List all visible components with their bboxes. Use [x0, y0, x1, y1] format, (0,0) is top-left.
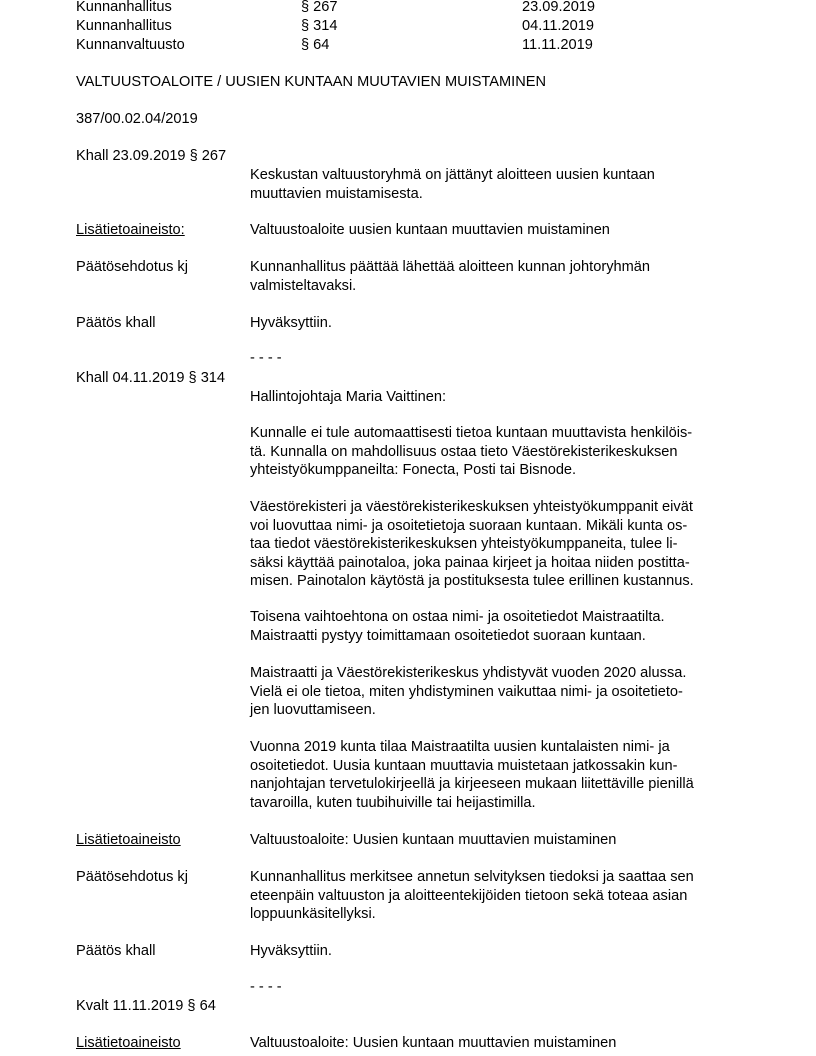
- text-line: taa tiedot väestörekisterikeskuksen yhteistyökumppaneita, tulee li-: [250, 536, 678, 552]
- text-line: osoitetiedot. Uusia kuntaan muuttavia muistetaan jatkossakin kun-: [250, 757, 678, 774]
- header-row-section: § 64: [301, 37, 330, 53]
- paragraph: [250, 664, 750, 720]
- header-row-date: 11.11.2019: [522, 37, 593, 53]
- header-row-date: 23.09.2019: [522, 0, 596, 15]
- text-line: valmisteltavaksi.: [250, 277, 357, 294]
- text-line: Maistraatti ja Väestörekisterikeskus yhdistyvät vuoden 2020 alussa.: [250, 665, 687, 681]
- attachment-label: Lisätietoaineisto: [76, 832, 181, 848]
- paragraph: [250, 738, 750, 812]
- proposal-paragraph: [250, 258, 750, 295]
- proposal-label: Päätösehdotus kj: [76, 259, 188, 275]
- paragraph: [250, 498, 750, 591]
- diary-number: 387/00.02.04/2019: [76, 111, 198, 127]
- text-line: Maistraatti pystyy toimittamaan osoitetiedot suoraan kuntaan.: [250, 627, 646, 644]
- attachment-text: Valtuustoaloite uusien kuntaan muuttavien muistaminen: [250, 222, 610, 238]
- intro-paragraph: [250, 166, 750, 203]
- decision-text: Hyväksyttiin.: [250, 315, 332, 331]
- header-row-date: 04.11.2019: [522, 18, 594, 34]
- decision-text: Hyväksyttiin.: [250, 943, 332, 959]
- attachment-label: Lisätietoaineisto:: [76, 222, 185, 238]
- text-line: yhteistyökumppaneilta: Fonecta, Posti tai Bisnode.: [250, 462, 577, 478]
- separator: - - - -: [250, 350, 282, 366]
- text-line: jen luovuttamiseen.: [250, 702, 376, 718]
- text-line: Väestörekisteri ja väestörekisterikeskuksen yhteistyökumppanit eivät: [250, 499, 693, 515]
- section-heading: Khall 04.11.2019 § 314: [76, 370, 226, 386]
- attachment-text: Valtuustoaloite: Uusien kuntaan muuttavien muistaminen: [250, 1035, 617, 1051]
- attachment-label: Lisätietoaineisto: [76, 1035, 181, 1051]
- header-row-body: Kunnanvaltuusto: [76, 37, 185, 53]
- text-line: Toisena vaihtoehtona on ostaa nimi- ja osoitetiedot Maistraatilta.: [250, 609, 665, 625]
- text-line: muuttavien muistamisesta.: [250, 185, 423, 202]
- text-line: tavaroilla, kuten tuubihuiville tai heijastimilla.: [250, 794, 536, 811]
- presenter: Hallintojohtaja Maria Vaittinen:: [250, 389, 447, 405]
- text-line: Kunnalle ei tule automaattisesti tietoa kuntaan muuttavista henkilöis-: [250, 425, 693, 441]
- text-line: Vielä ei ole tietoa, miten yhdistyminen vaikuttaa nimi- ja osoitetieto-: [250, 683, 683, 700]
- section-heading: Khall 23.09.2019 § 267: [76, 148, 227, 164]
- header-row-section: § 267: [301, 0, 338, 15]
- decision-label: Päätös khall: [76, 315, 156, 331]
- text-line: säksi käyttää painotaloa, joka painaa kirjeet ja hoitaa niiden postitta-: [250, 554, 690, 571]
- header-row-section: § 314: [301, 18, 338, 34]
- text-line: loppuunkäsitellyksi.: [250, 906, 376, 922]
- text-line: Kunnanhallitus päättää lähettää aloitteen kunnan johtoryhmän: [250, 259, 651, 275]
- header-row-body: Kunnanhallitus: [76, 18, 172, 34]
- section-heading: Kvalt 11.11.2019 § 64: [76, 998, 216, 1014]
- text-line: nanjohtajan tervetulokirjeellä ja kirjeeseen mukaan liitettäville pienillä: [250, 776, 694, 792]
- decision-label: Päätös khall: [76, 943, 156, 959]
- text-line: Vuonna 2019 kunta tilaa Maistraatilta uusien kuntalaisten nimi- ja: [250, 739, 670, 755]
- text-line: eteenpäin valtuuston ja aloitteentekijöiden tietoon sekä toteaa asian: [250, 887, 688, 904]
- text-line: Kunnanhallitus merkitsee annetun selvityksen tiedoksi ja saattaa sen: [250, 869, 694, 885]
- paragraph: [250, 424, 750, 480]
- text-line: misen. Painotalon käytöstä ja postituksesta tulee erillinen kustannus.: [250, 573, 694, 589]
- text-line: tä. Kunnalla on mahdollisuus ostaa tieto Väestörekisterikeskuksen: [250, 443, 678, 460]
- paragraph: [250, 608, 750, 645]
- header-row-body: Kunnanhallitus: [76, 0, 172, 15]
- proposal-label: Päätösehdotus kj: [76, 869, 188, 885]
- separator: - - - -: [250, 979, 282, 995]
- attachment-text: Valtuustoaloite: Uusien kuntaan muuttavien muistaminen: [250, 832, 617, 848]
- proposal-paragraph: [250, 868, 750, 924]
- text-line: voi luovuttaa nimi- ja osoitetietoja suoraan kuntaan. Mikäli kunta os-: [250, 517, 688, 534]
- text-line: Keskustan valtuustoryhmä on jättänyt aloitteen uusien kuntaan: [250, 167, 655, 183]
- document-title: VALTUUSTOALOITE / UUSIEN KUNTAAN MUUTAVIEN MUISTAMINEN: [76, 74, 547, 90]
